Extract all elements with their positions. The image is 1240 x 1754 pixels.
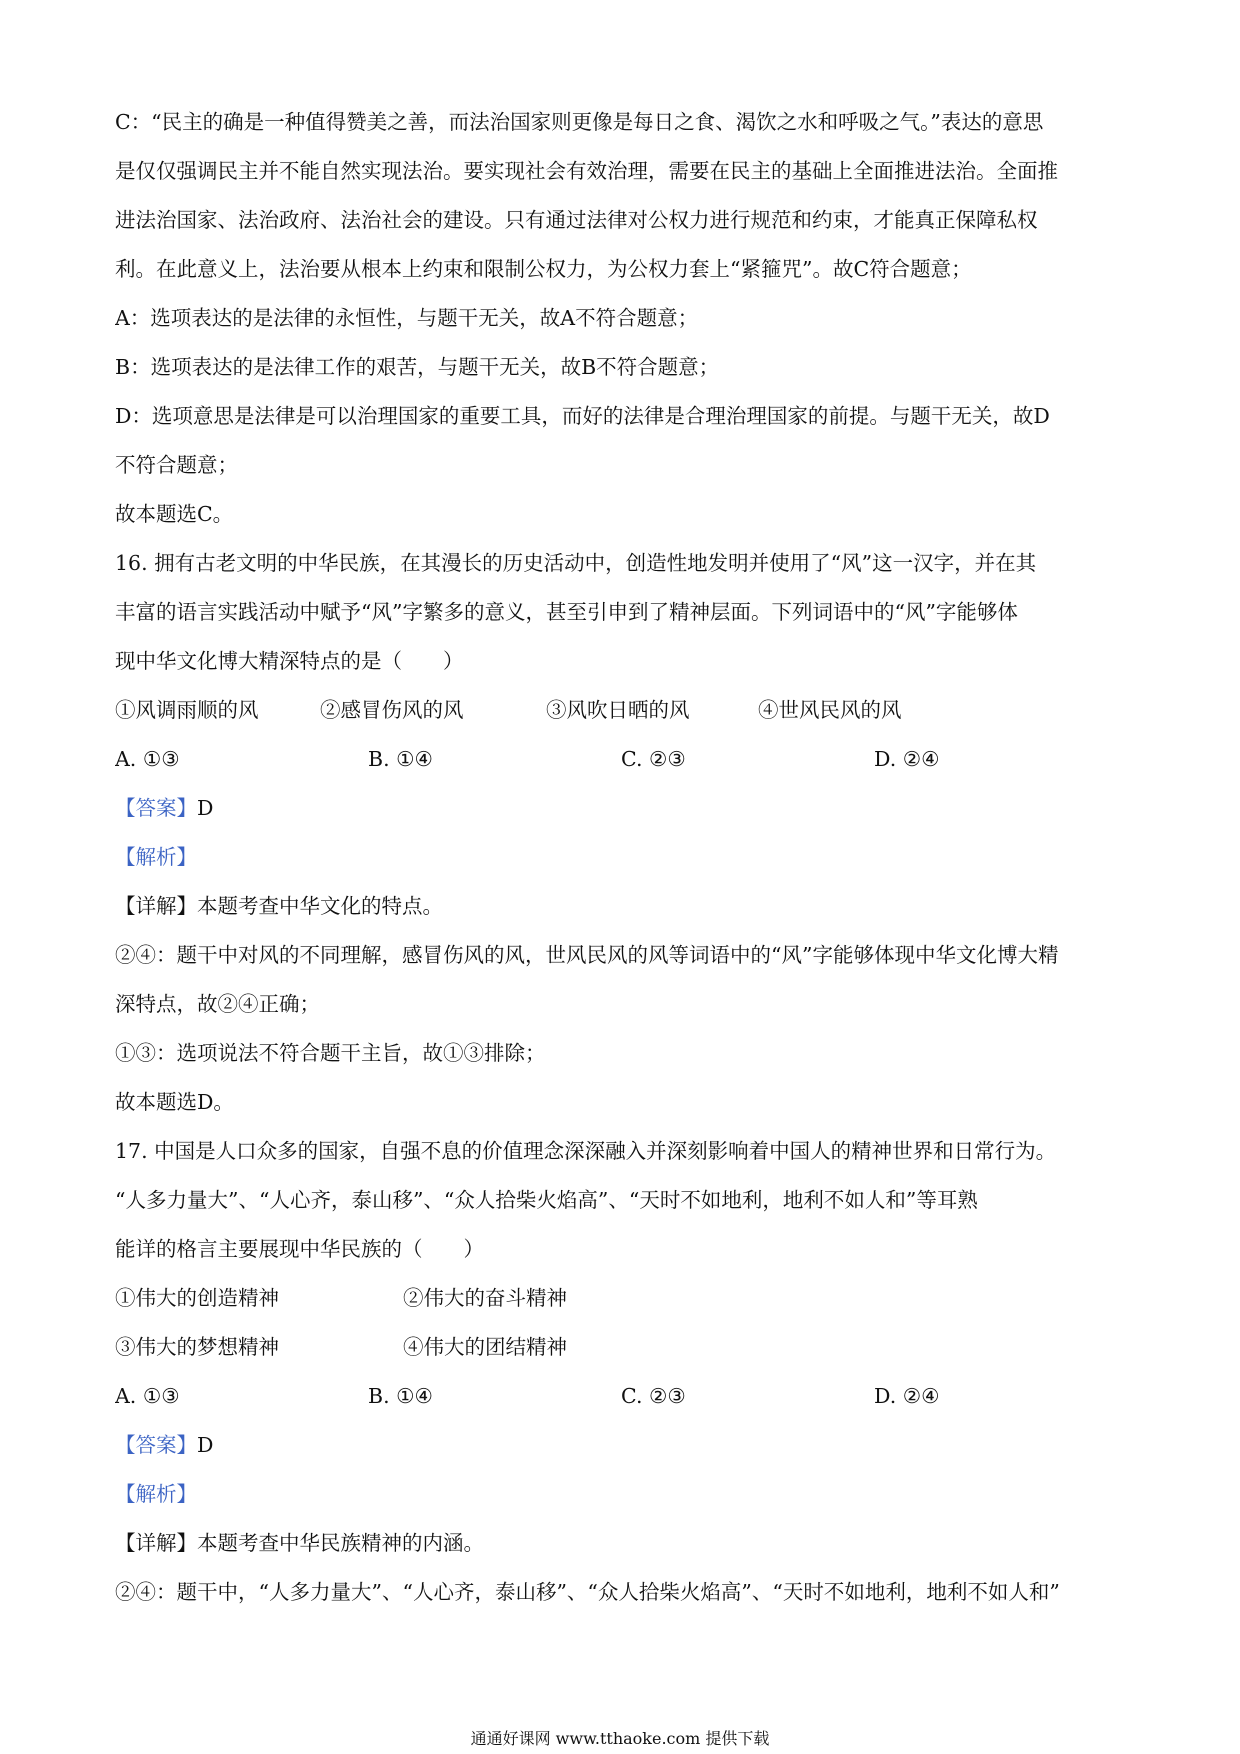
choice-d: D. ②④ [874, 1384, 940, 1408]
text-line: A：选项表达的是法律的永恒性，与题干无关，故A不符合题意； [115, 306, 699, 330]
choice-c: C. ②③ [621, 1384, 686, 1408]
statement-item: ②伟大的奋斗精神 [403, 1286, 567, 1310]
answer-value: D [197, 796, 214, 820]
text-line: D：选项意思是法律是可以治理国家的重要工具，而好的法律是合理治理国家的前提。与题干无关，故D [115, 404, 1050, 428]
answer-tag: 【答案】 [115, 1433, 197, 1457]
answer-choices [115, 1372, 1127, 1421]
choice-a: A. ①③ [115, 747, 180, 771]
question-stem-line: “人多力量大”、“人心齐，泰山移”、“众人拾柴火焰高”、“天时不如地利，地利不如人和”等耳熟 [115, 1188, 978, 1212]
statement-item: ③风吹日晒的风 [546, 698, 690, 722]
statement-item: ②感冒伤风的风 [320, 698, 464, 722]
detail-line [115, 882, 1127, 931]
explain-line: 深特点，故②④正确； [115, 992, 320, 1016]
statement-item: ④伟大的团结精神 [403, 1335, 567, 1359]
question-17 [115, 1127, 1127, 1617]
choice-a: A. ①③ [115, 1384, 180, 1408]
analysis-line [115, 833, 1127, 882]
text-line: C：“民主的确是一种值得赞美之善，而法治国家则更像是每日之食、渴饮之水和呼吸之气。”表达的意思 [115, 110, 1044, 134]
question-stem-line: 17. 中国是人口众多的国家，自强不息的价值理念深深融入并深刻影响着中国人的精神世界和日常行为。 [115, 1139, 1057, 1163]
analysis-tag: 【解析】 [115, 845, 197, 869]
answer-value: D [197, 1433, 214, 1457]
detail-line [115, 1519, 1127, 1568]
text-line: 是仅仅强调民主并不能自然实现法治。要实现社会有效治理，需要在民主的基础上全面推进法治。全面推 [115, 159, 1058, 183]
statement-items [115, 1274, 1127, 1323]
answer-tag: 【答案】 [115, 796, 197, 820]
detail-tag: 【详解】 [115, 894, 197, 918]
question-16 [115, 539, 1127, 1127]
explain-line: ②④：题干中对风的不同理解，感冒伤风的风，世风民风的风等词语中的“风”字能够体现中华文化博大精 [115, 943, 1059, 967]
explain-line: ①③：选项说法不符合题干主旨，故①③排除； [115, 1041, 546, 1065]
choice-b: B. ①④ [368, 1384, 433, 1408]
text-line: B：选项表达的是法律工作的艰苦，与题干无关，故B不符合题意； [115, 355, 720, 379]
statement-item: ①风调雨顺的风 [115, 698, 259, 722]
explain-line: ②④：题干中，“人多力量大”、“人心齐，泰山移”、“众人拾柴火焰高”、“天时不如地利，地利不如人和” [115, 1580, 1060, 1604]
answer-choices [115, 735, 1127, 784]
analysis-tag: 【解析】 [115, 1482, 197, 1506]
text-line: 不符合题意； [115, 453, 238, 477]
page-content [115, 98, 1127, 1617]
page-footer: 通通好课网 www.tthaoke.com 提供下载 [470, 1729, 770, 1748]
text-line: 故本题选C。 [115, 502, 234, 526]
text-line: 利。在此意义上，法治要从根本上约束和限制公权力，为公权力套上“紧箍咒”。故C符合题意； [115, 257, 972, 281]
explain-line: 故本题选D。 [115, 1090, 234, 1114]
question-stem-line: 丰富的语言实践活动中赋予“风”字繁多的意义，甚至引申到了精神层面。下列词语中的“风”字能够体 [115, 600, 1018, 624]
statement-item: ①伟大的创造精神 [115, 1286, 279, 1310]
question-stem-line: 16. 拥有古老文明的中华民族，在其漫长的历史活动中，创造性地发明并使用了“风”这一汉字，并在其 [115, 551, 1037, 575]
statement-item: ③伟大的梦想精神 [115, 1335, 279, 1359]
choice-b: B. ①④ [368, 747, 433, 771]
analysis-line [115, 1470, 1127, 1519]
question-stem-line: 能详的格言主要展现中华民族的（ ） [115, 1237, 484, 1261]
detail-tag: 【详解】 [115, 1531, 197, 1555]
choice-d: D. ②④ [874, 747, 940, 771]
detail-text: 本题考查中华民族精神的内涵。 [197, 1531, 484, 1555]
answer-line [115, 1421, 1127, 1470]
statement-items [115, 686, 1127, 735]
statement-item: ④世风民风的风 [758, 698, 902, 722]
answer-line [115, 784, 1127, 833]
previous-explanation [115, 98, 1127, 539]
text-line: 进法治国家、法治政府、法治社会的建设。只有通过法律对公权力进行规范和约束，才能真正保障私权 [115, 208, 1038, 232]
detail-text: 本题考查中华文化的特点。 [197, 894, 443, 918]
choice-c: C. ②③ [621, 747, 686, 771]
statement-items [115, 1323, 1127, 1372]
question-stem-line: 现中华文化博大精深特点的是（ ） [115, 649, 464, 673]
